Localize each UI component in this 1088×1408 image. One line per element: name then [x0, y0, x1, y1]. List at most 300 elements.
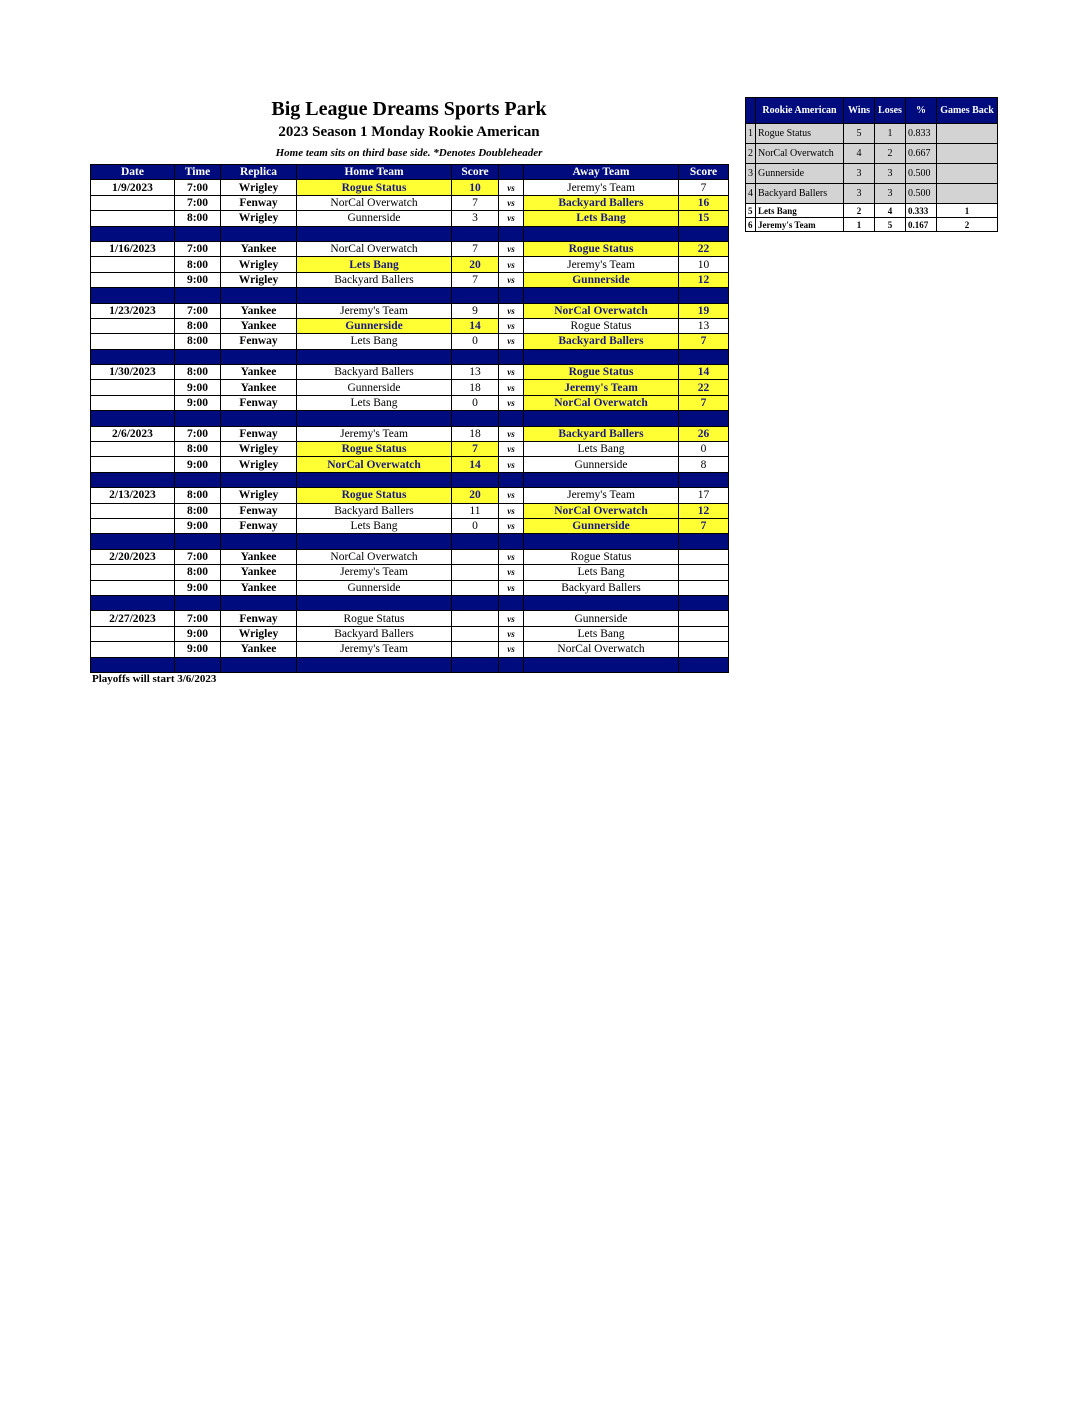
separator-cell — [499, 472, 524, 487]
standing-rank: 1 — [746, 124, 756, 144]
home-score: 11 — [452, 503, 499, 518]
schedule-table — [90, 164, 729, 673]
game-time: 9:00 — [175, 642, 221, 657]
away-team: Lets Bang — [524, 565, 679, 580]
separator-cell — [297, 657, 452, 672]
separator-cell — [175, 226, 221, 241]
separator-cell — [679, 595, 729, 610]
away-team: Gunnerside — [524, 611, 679, 626]
separator-cell — [297, 595, 452, 610]
home-team: NorCal Overwatch — [297, 241, 452, 256]
standing-games-back: 2 — [937, 218, 998, 232]
standing-pct: 0.333 — [906, 204, 937, 218]
separator-cell — [499, 657, 524, 672]
standing-pct: 0.833 — [906, 124, 937, 144]
separator-cell — [452, 472, 499, 487]
away-team: Jeremy's Team — [524, 488, 679, 503]
week-separator — [91, 534, 729, 549]
game-date — [91, 626, 175, 641]
game-row — [91, 565, 729, 580]
game-row — [91, 334, 729, 349]
separator-cell — [524, 657, 679, 672]
home-score: 3 — [452, 211, 499, 226]
separator-cell — [91, 411, 175, 426]
separator-cell — [91, 226, 175, 241]
separator-cell — [679, 411, 729, 426]
game-time: 8:00 — [175, 365, 221, 380]
game-date: 2/13/2023 — [91, 488, 175, 503]
home-team: Jeremy's Team — [297, 565, 452, 580]
col-home-score: Score — [452, 165, 499, 180]
game-row — [91, 395, 729, 410]
game-row — [91, 380, 729, 395]
playoffs-note: Playoffs will start 3/6/2023 — [92, 673, 217, 685]
week-separator — [91, 349, 729, 364]
game-replica: Fenway — [221, 503, 297, 518]
home-score — [452, 565, 499, 580]
home-score: 7 — [452, 241, 499, 256]
standing-loses: 2 — [875, 144, 906, 164]
vs-label: vs — [499, 180, 524, 195]
away-team: Backyard Ballers — [524, 195, 679, 210]
separator-cell — [499, 534, 524, 549]
standing-pct: 0.500 — [906, 184, 937, 204]
vs-label: vs — [499, 365, 524, 380]
col-wins: Wins — [844, 98, 875, 124]
standing-games-back — [937, 164, 998, 184]
week-separator — [91, 226, 729, 241]
away-team: Rogue Status — [524, 318, 679, 333]
col-vs — [499, 165, 524, 180]
game-replica: Fenway — [221, 426, 297, 441]
separator-cell — [452, 288, 499, 303]
away-score: 8 — [679, 457, 729, 472]
separator-cell — [221, 657, 297, 672]
home-score: 9 — [452, 303, 499, 318]
col-away-score: Score — [679, 165, 729, 180]
game-row — [91, 195, 729, 210]
vs-label: vs — [499, 611, 524, 626]
away-score: 22 — [679, 241, 729, 256]
standings-table — [745, 97, 998, 232]
game-time: 8:00 — [175, 211, 221, 226]
game-time: 9:00 — [175, 395, 221, 410]
home-team: Backyard Ballers — [297, 272, 452, 287]
game-date — [91, 395, 175, 410]
game-date — [91, 195, 175, 210]
home-team: Rogue Status — [297, 488, 452, 503]
standing-wins: 2 — [844, 204, 875, 218]
standing-games-back — [937, 124, 998, 144]
home-team: Gunnerside — [297, 580, 452, 595]
game-time: 9:00 — [175, 272, 221, 287]
standing-rank: 2 — [746, 144, 756, 164]
home-score: 0 — [452, 334, 499, 349]
separator-cell — [221, 472, 297, 487]
game-row — [91, 257, 729, 272]
col-home-team: Home Team — [297, 165, 452, 180]
game-row — [91, 549, 729, 564]
vs-label: vs — [499, 457, 524, 472]
game-date — [91, 518, 175, 533]
game-row — [91, 318, 729, 333]
standings-header-row — [746, 98, 998, 124]
separator-cell — [221, 288, 297, 303]
vs-label: vs — [499, 318, 524, 333]
standing-team: Lets Bang — [756, 204, 844, 218]
standing-loses: 3 — [875, 164, 906, 184]
away-score: 19 — [679, 303, 729, 318]
game-replica: Fenway — [221, 195, 297, 210]
away-team: Lets Bang — [524, 442, 679, 457]
game-date — [91, 503, 175, 518]
standings-row — [746, 124, 998, 144]
game-time: 9:00 — [175, 457, 221, 472]
separator-cell — [221, 226, 297, 241]
away-score: 26 — [679, 426, 729, 441]
game-date: 1/9/2023 — [91, 180, 175, 195]
standing-wins: 3 — [844, 184, 875, 204]
separator-cell — [175, 349, 221, 364]
home-team: Backyard Ballers — [297, 365, 452, 380]
game-date — [91, 257, 175, 272]
away-team: Gunnerside — [524, 272, 679, 287]
separator-cell — [297, 411, 452, 426]
away-team: Lets Bang — [524, 211, 679, 226]
away-score: 12 — [679, 272, 729, 287]
separator-cell — [679, 226, 729, 241]
standing-wins: 1 — [844, 218, 875, 232]
game-row — [91, 303, 729, 318]
schedule-header-row — [91, 165, 729, 180]
separator-cell — [452, 595, 499, 610]
game-date: 1/30/2023 — [91, 365, 175, 380]
standings-row — [746, 204, 998, 218]
game-time: 7:00 — [175, 611, 221, 626]
game-row — [91, 626, 729, 641]
separator-cell — [524, 472, 679, 487]
standing-pct: 0.667 — [906, 144, 937, 164]
game-date: 2/27/2023 — [91, 611, 175, 626]
home-score: 10 — [452, 180, 499, 195]
vs-label: vs — [499, 211, 524, 226]
game-date: 1/23/2023 — [91, 303, 175, 318]
standing-rank: 5 — [746, 204, 756, 218]
vs-label: vs — [499, 442, 524, 457]
week-separator — [91, 288, 729, 303]
game-row — [91, 180, 729, 195]
home-team: Backyard Ballers — [297, 503, 452, 518]
vs-label: vs — [499, 503, 524, 518]
game-row — [91, 611, 729, 626]
game-replica: Yankee — [221, 642, 297, 657]
separator-cell — [679, 288, 729, 303]
separator-cell — [524, 349, 679, 364]
separator-cell — [91, 595, 175, 610]
home-team: Jeremy's Team — [297, 426, 452, 441]
standing-rank: 4 — [746, 184, 756, 204]
separator-cell — [91, 288, 175, 303]
vs-label: vs — [499, 195, 524, 210]
separator-cell — [175, 288, 221, 303]
away-team: NorCal Overwatch — [524, 642, 679, 657]
standing-team: Backyard Ballers — [756, 184, 844, 204]
standings-row — [746, 164, 998, 184]
game-replica: Wrigley — [221, 272, 297, 287]
standings-body — [746, 124, 998, 232]
home-score: 0 — [452, 518, 499, 533]
page-title: Big League Dreams Sports Park — [271, 98, 547, 120]
standing-loses: 3 — [875, 184, 906, 204]
game-replica: Fenway — [221, 611, 297, 626]
separator-cell — [91, 472, 175, 487]
game-replica: Fenway — [221, 518, 297, 533]
home-score: 18 — [452, 426, 499, 441]
game-time: 7:00 — [175, 180, 221, 195]
away-score — [679, 565, 729, 580]
separator-cell — [452, 411, 499, 426]
standing-wins: 4 — [844, 144, 875, 164]
week-separator — [91, 472, 729, 487]
page-subtitle: 2023 Season 1 Monday Rookie American — [278, 124, 540, 140]
separator-cell — [91, 349, 175, 364]
standing-loses: 1 — [875, 124, 906, 144]
vs-label: vs — [499, 257, 524, 272]
game-date — [91, 580, 175, 595]
game-time: 9:00 — [175, 580, 221, 595]
separator-cell — [175, 534, 221, 549]
home-score: 0 — [452, 395, 499, 410]
home-score: 7 — [452, 272, 499, 287]
game-date — [91, 318, 175, 333]
separator-cell — [452, 657, 499, 672]
game-time: 8:00 — [175, 257, 221, 272]
col-time: Time — [175, 165, 221, 180]
col-date: Date — [91, 165, 175, 180]
game-date — [91, 211, 175, 226]
away-score: 7 — [679, 518, 729, 533]
col-replica: Replica — [221, 165, 297, 180]
standing-team: Rogue Status — [756, 124, 844, 144]
separator-cell — [297, 349, 452, 364]
game-row — [91, 426, 729, 441]
game-date — [91, 272, 175, 287]
game-time: 7:00 — [175, 549, 221, 564]
vs-label: vs — [499, 241, 524, 256]
game-replica: Yankee — [221, 580, 297, 595]
standing-wins: 5 — [844, 124, 875, 144]
away-team: Gunnerside — [524, 457, 679, 472]
home-team: Lets Bang — [297, 518, 452, 533]
standing-loses: 4 — [875, 204, 906, 218]
separator-cell — [297, 226, 452, 241]
game-replica: Wrigley — [221, 180, 297, 195]
week-separator — [91, 657, 729, 672]
game-time: 8:00 — [175, 318, 221, 333]
game-date — [91, 334, 175, 349]
away-score: 22 — [679, 380, 729, 395]
vs-label: vs — [499, 518, 524, 533]
standings-row — [746, 144, 998, 164]
away-team: NorCal Overwatch — [524, 303, 679, 318]
standing-loses: 5 — [875, 218, 906, 232]
game-row — [91, 642, 729, 657]
home-score: 20 — [452, 488, 499, 503]
vs-label: vs — [499, 580, 524, 595]
away-score: 12 — [679, 503, 729, 518]
away-team: Jeremy's Team — [524, 380, 679, 395]
game-replica: Yankee — [221, 303, 297, 318]
away-team: Backyard Ballers — [524, 580, 679, 595]
standing-team: Gunnerside — [756, 164, 844, 184]
game-row — [91, 211, 729, 226]
col-pct: % — [906, 98, 937, 124]
col-league: Rookie American — [756, 98, 844, 124]
home-score: 13 — [452, 365, 499, 380]
separator-cell — [499, 349, 524, 364]
away-score: 17 — [679, 488, 729, 503]
standing-games-back — [937, 144, 998, 164]
separator-cell — [175, 472, 221, 487]
separator-cell — [452, 226, 499, 241]
game-time: 7:00 — [175, 303, 221, 318]
separator-cell — [679, 534, 729, 549]
standing-pct: 0.167 — [906, 218, 937, 232]
game-replica: Fenway — [221, 395, 297, 410]
week-separator — [91, 411, 729, 426]
game-time: 9:00 — [175, 380, 221, 395]
standing-rank: 3 — [746, 164, 756, 184]
game-replica: Wrigley — [221, 211, 297, 226]
away-score: 15 — [679, 211, 729, 226]
home-score: 18 — [452, 380, 499, 395]
away-score — [679, 642, 729, 657]
home-score — [452, 626, 499, 641]
separator-cell — [679, 349, 729, 364]
separator-cell — [297, 288, 452, 303]
away-team: Rogue Status — [524, 241, 679, 256]
game-replica: Yankee — [221, 365, 297, 380]
game-replica: Yankee — [221, 380, 297, 395]
vs-label: vs — [499, 303, 524, 318]
game-date: 2/20/2023 — [91, 549, 175, 564]
vs-label: vs — [499, 380, 524, 395]
separator-cell — [524, 595, 679, 610]
game-date: 1/16/2023 — [91, 241, 175, 256]
away-score — [679, 611, 729, 626]
game-date — [91, 642, 175, 657]
home-team: Backyard Ballers — [297, 626, 452, 641]
separator-cell — [175, 595, 221, 610]
game-row — [91, 365, 729, 380]
standing-team: NorCal Overwatch — [756, 144, 844, 164]
game-date: 2/6/2023 — [91, 426, 175, 441]
vs-label: vs — [499, 565, 524, 580]
separator-cell — [175, 411, 221, 426]
home-score: 14 — [452, 318, 499, 333]
home-team: Gunnerside — [297, 318, 452, 333]
game-replica: Wrigley — [221, 457, 297, 472]
home-team: NorCal Overwatch — [297, 195, 452, 210]
separator-cell — [221, 534, 297, 549]
separator-cell — [499, 595, 524, 610]
vs-label: vs — [499, 395, 524, 410]
home-score: 14 — [452, 457, 499, 472]
game-row — [91, 272, 729, 287]
separator-cell — [221, 349, 297, 364]
home-score — [452, 580, 499, 595]
home-score — [452, 611, 499, 626]
separator-cell — [499, 288, 524, 303]
away-score: 14 — [679, 365, 729, 380]
home-score: 7 — [452, 195, 499, 210]
home-team: Rogue Status — [297, 442, 452, 457]
game-time: 8:00 — [175, 334, 221, 349]
separator-cell — [499, 226, 524, 241]
game-date — [91, 442, 175, 457]
separator-cell — [297, 472, 452, 487]
vs-label: vs — [499, 626, 524, 641]
home-team: Lets Bang — [297, 334, 452, 349]
col-rank — [746, 98, 756, 124]
schedule-body — [91, 180, 729, 673]
standings-row — [746, 218, 998, 232]
game-row — [91, 457, 729, 472]
separator-cell — [679, 657, 729, 672]
game-time: 9:00 — [175, 626, 221, 641]
away-team: NorCal Overwatch — [524, 395, 679, 410]
away-score: 7 — [679, 334, 729, 349]
game-row — [91, 442, 729, 457]
game-time: 7:00 — [175, 426, 221, 441]
home-team: Lets Bang — [297, 395, 452, 410]
vs-label: vs — [499, 642, 524, 657]
game-time: 8:00 — [175, 442, 221, 457]
game-row — [91, 241, 729, 256]
away-team: Backyard Ballers — [524, 426, 679, 441]
away-team: Lets Bang — [524, 626, 679, 641]
home-team: Gunnerside — [297, 211, 452, 226]
separator-cell — [524, 226, 679, 241]
separator-cell — [91, 657, 175, 672]
week-separator — [91, 595, 729, 610]
separator-cell — [524, 288, 679, 303]
separator-cell — [175, 657, 221, 672]
standing-wins: 3 — [844, 164, 875, 184]
game-date — [91, 457, 175, 472]
home-team: Lets Bang — [297, 257, 452, 272]
game-time: 8:00 — [175, 488, 221, 503]
standing-rank: 6 — [746, 218, 756, 232]
away-score — [679, 580, 729, 595]
home-score: 20 — [452, 257, 499, 272]
game-replica: Wrigley — [221, 488, 297, 503]
away-score — [679, 549, 729, 564]
standing-games-back — [937, 184, 998, 204]
vs-label: vs — [499, 426, 524, 441]
separator-cell — [221, 411, 297, 426]
away-score: 0 — [679, 442, 729, 457]
separator-cell — [221, 595, 297, 610]
home-score: 7 — [452, 442, 499, 457]
vs-label: vs — [499, 488, 524, 503]
separator-cell — [91, 534, 175, 549]
standing-pct: 0.500 — [906, 164, 937, 184]
col-away-team: Away Team — [524, 165, 679, 180]
away-score: 7 — [679, 395, 729, 410]
away-score: 13 — [679, 318, 729, 333]
game-replica: Yankee — [221, 565, 297, 580]
